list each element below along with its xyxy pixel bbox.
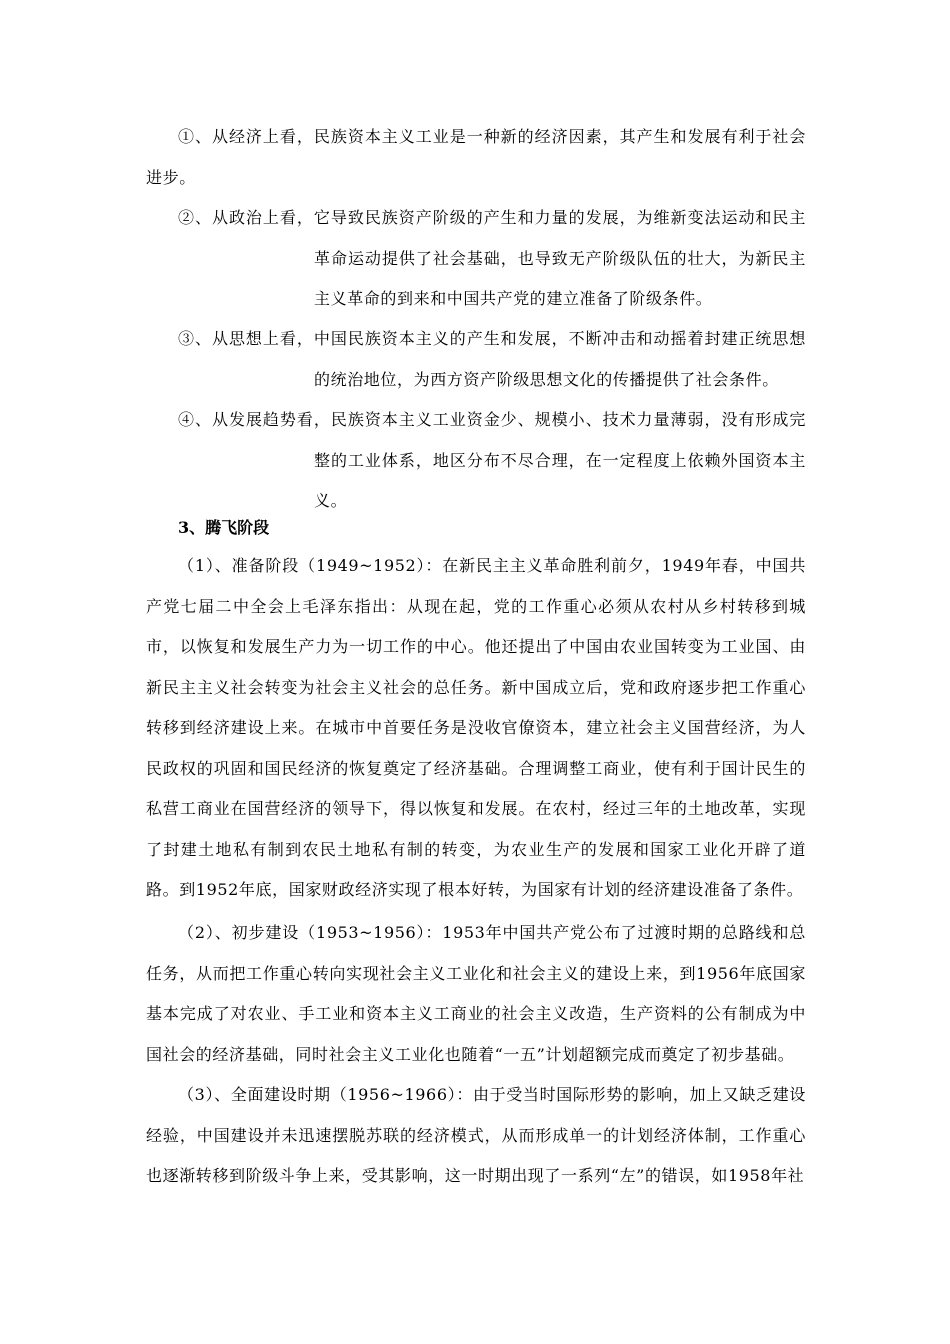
point-economic: ①、从经济上看，民族资本主义工业是一种新的经济因素，其产生和发展有利于社会进步。 [146,127,806,187]
stage-full-construction: （3）、全面建设时期（1956~1966）：由于受当时国际形势的影响，加上又缺乏建设经验，中国建设并未迅速摆脱苏联的经济模式，从而形成单一的计划经济体制，工作重心也逐渐转移到阶级斗争上来，受其影响，这一时期出现了一系列“左”的错误，如1958年社 [146,1085,806,1185]
point-political: ②、从政治上看，它导致民族资产阶级的产生和力量的发展，为维新变法运动和民主革命运动提供了社会基础，也导致无产阶级队伍的壮大，为新民主主义革命的到来和中国共产党的建立准备了阶级条件。 [178,208,806,308]
stage-initial-construction: （2）、初步建设（1953~1956）：1953年中国共产党公布了过渡时期的总路线和总任务，从而把工作重心转向实现社会主义工业化和社会主义的建设上来，到1956年底国家基本完成了对农业、手工业和资本主义工商业的社会主义改造，生产资料的公有制成为中国社会的经济基础，同时社会主义工业化也随着“一五”计划超额完成而奠定了初步基础。 [146,923,806,1064]
point-trend: ④、从发展趋势看，民族资本主义工业资金少、规模小、技术力量薄弱，没有形成完整的工业体系，地区分布不尽合理，在一定程度上依赖外国资本主义。 [178,410,806,510]
point-ideological: ③、从思想上看，中国民族资本主义的产生和发展，不断冲击和动摇着封建正统思想的统治地位，为西方资产阶级思想文化的传播提供了社会条件。 [178,329,806,389]
stage-preparation: （1）、准备阶段（1949~1952）：在新民主主义革命胜利前夕，1949年春，中国共产党七届二中全会上毛泽东指出：从现在起，党的工作重心必须从农村从乡村转移到城市，以恢复和发展生产力为一切工作的中心。他还提出了中国由农业国转变为工业国、由新民主主义社会转变为社会主义社会的总任务。新中国成立后，党和政府逐步把工作重心转移到经济建设上来。在城市中首要任务是没收官僚资本，建立社会主义国营经济，为人民政权的巩固和国民经济的恢复奠定了经济基础。合理调整工商业，使有利于国计民生的私营工商业在国营经济的领导下，得以恢复和发展。在农村，经过三年的土地改革，实现了封建土地私有制到农民土地私有制的转变，为农业生产的发展和国家工业化开辟了道路。到1952年底，国家财政经济实现了根本好转，为国家有计划的经济建设准备了条件。 [146,556,806,899]
section-heading: 3、腾飞阶段 [178,518,270,537]
